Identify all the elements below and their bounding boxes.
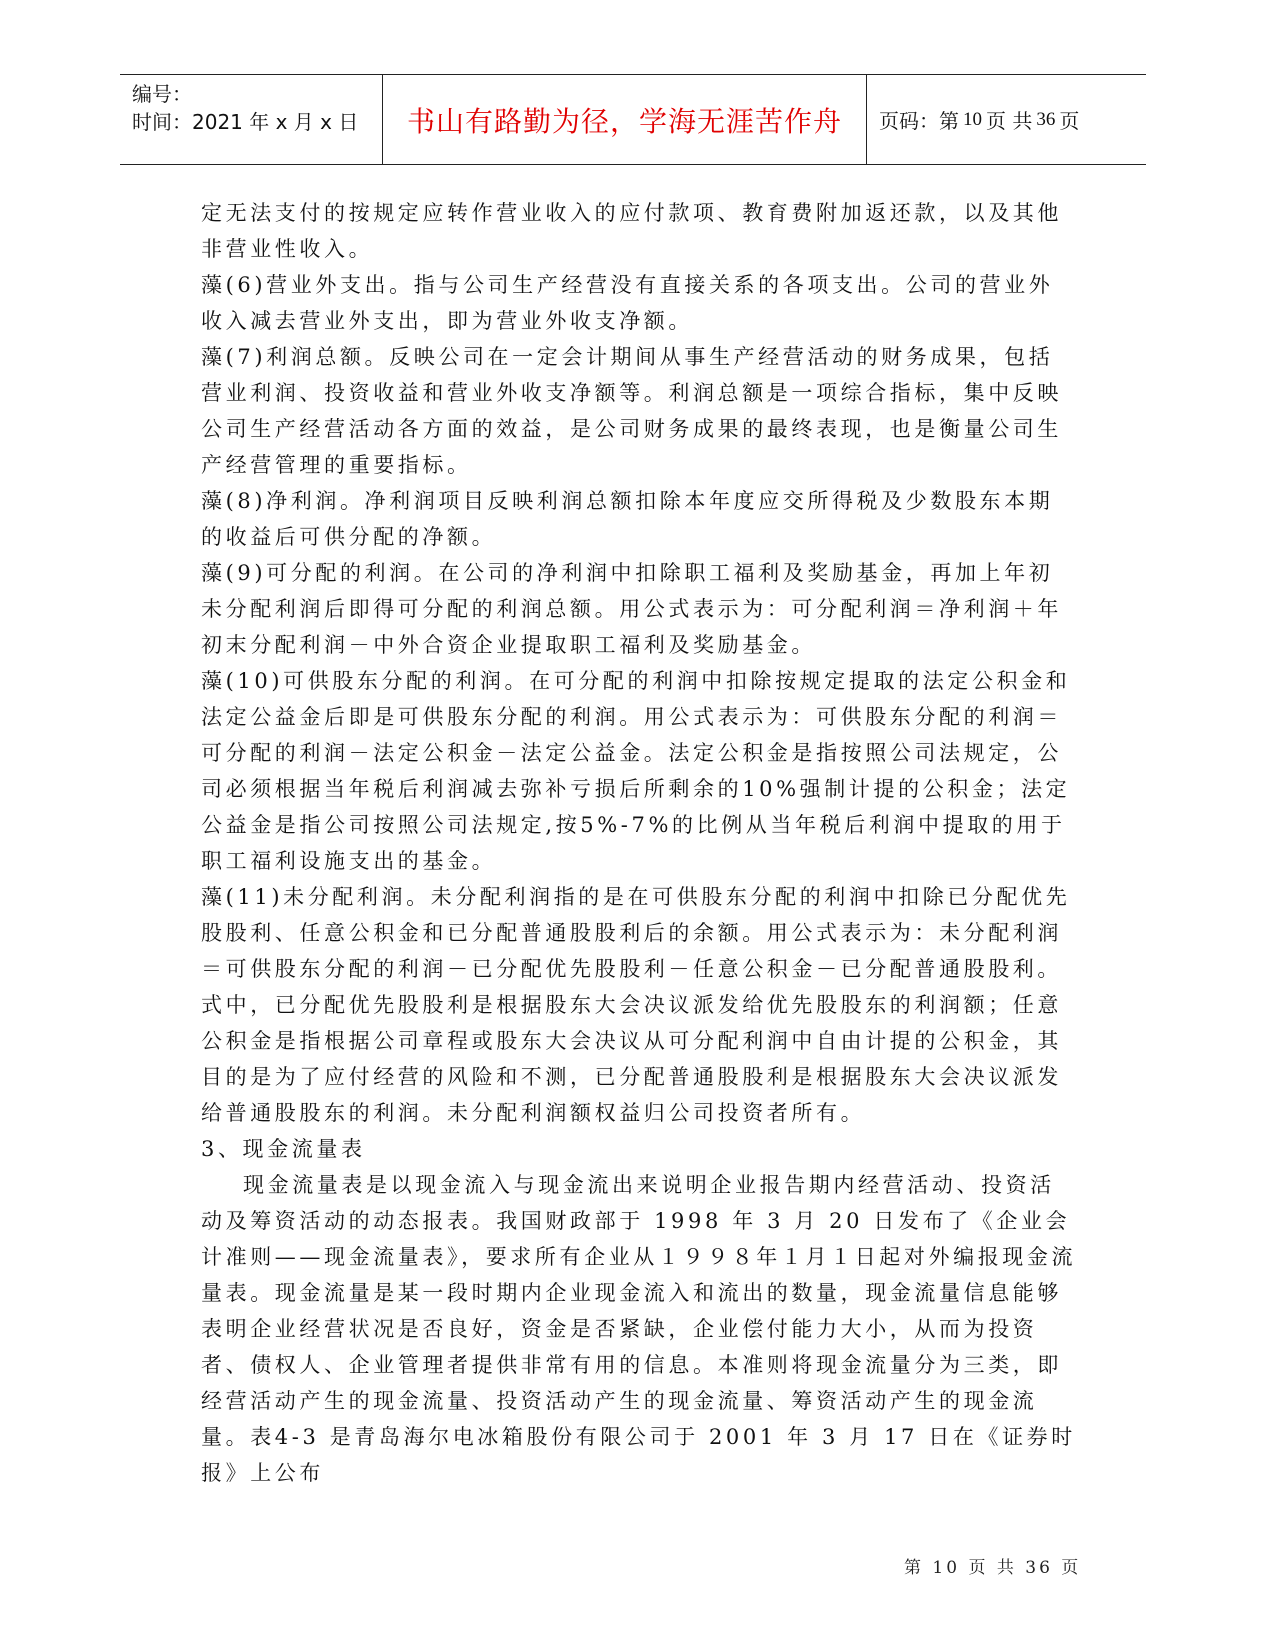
document-body <box>201 195 1077 1491</box>
paragraph: 藻(9)可分配的利润。在公司的净利润中扣除职工福利及奖励基金，再加上年初未分配利润后即得可分配的利润总额。用公式表示为：可分配利润＝净利润＋年初末分配利润－中外合资企业提取职工福利及奖励基金。 <box>201 561 1062 657</box>
page-header <box>120 74 1146 165</box>
paragraph: 藻(8)净利润。净利润项目反映利润总额扣除本年度应交所得税及少数股东本期的收益后可供分配的净额。 <box>201 489 1054 549</box>
paragraph: 定无法支付的按规定应转作营业收入的应付款项、教育费附加返还款，以及其他非营业性收入。 <box>201 201 1062 261</box>
header-motto-cell <box>383 75 867 164</box>
paragraph: 藻(7)利润总额。反映公司在一定会计期间从事生产经营活动的财务成果，包括营业利润、投资收益和营业外收支净额等。利润总额是一项综合指标，集中反映公司生产经营活动各方面的效益，是公司财务成果的最终表现，也是衡量公司生产经营管理的重要指标。 <box>201 345 1062 477</box>
section-heading: 3、现金流量表 <box>201 1137 366 1161</box>
paragraph: 藻(10)可供股东分配的利润。在可分配的利润中扣除按规定提取的法定公积金和法定公益金后即是可供股东分配的利润。用公式表示为：可供股东分配的利润＝可分配的利润－法定公积金－法定公益金。法定公积金是指按照公司法规定，公司必须根据当年税后利润减去弥补亏损后所剩余的10%强制计提的公积金；法定公益金是指公司按照公司法规定,按5%-7%的比例从当年税后利润中提取的用于职工福利设施支出的基金。 <box>201 669 1071 873</box>
header-page-prefix: 页码：第 <box>879 109 959 133</box>
header-page-info <box>867 75 1146 164</box>
page-footer: 第 10 页 共 36 页 <box>904 1558 1082 1578</box>
paragraph: 藻(6)营业外支出。指与公司生产经营没有直接关系的各项支出。公司的营业外收入减去营业外支出，即为营业外收支净额。 <box>201 273 1054 333</box>
header-page-suffix: 页 <box>1059 109 1080 133</box>
paragraph: 现金流量表是以现金流入与现金流出来说明企业报告期内经营活动、投资活动及筹资活动的动态报表。我国财政部于 1998 年 3 月 20 日发布了《企业会计准则——现金流量表》，要求所有企业从１９９８年１月１日起对外编报现金流量表。现金流量是某一段时期内企业现金流入和流出的数量，现金流量信息能够表明企业经营状况是否良好，资金是否紧缺，企业偿付能力大小，从而为投资者、债权人、企业管理者提供非常有用的信息。本准则将现金流量分为三类，即经营活动产生的现金流量、投资活动产生的现金流量、筹资活动产生的现金流量。表4-3 是青岛海尔电冰箱股份有限公司于 2001 年 3 月 17 日在《证券时报》上公布 <box>201 1173 1077 1485</box>
header-meta <box>120 75 383 164</box>
header-page-mid: 页 共 <box>986 109 1033 133</box>
header-page-current: 10 <box>963 108 982 130</box>
paragraph: 藻(11)未分配利润。未分配利润指的是在可供股东分配的利润中扣除已分配优先股股利、任意公积金和已分配普通股股利后的余额。用公式表示为：未分配利润＝可供股东分配的利润－已分配优先股股利－任意公积金－已分配普通股股利。式中，已分配优先股股利是根据股东大会决议派发给优先股股东的利润额；任意公积金是指根据公司章程或股东大会决议从可分配利润中自由计提的公积金，其目的是为了应付经营的风险和不测，已分配普通股股利是根据股东大会决议派发给普通股股东的利润。未分配利润额权益归公司投资者所有。 <box>201 885 1071 1125</box>
header-number-label: 编号： <box>132 82 192 106</box>
header-time-label: 时间：2021 年 x 月 x 日 <box>132 110 359 134</box>
header-page-total: 36 <box>1036 108 1056 130</box>
header-motto: 书山有路勤为径，学海无涯苦作舟 <box>406 104 842 138</box>
